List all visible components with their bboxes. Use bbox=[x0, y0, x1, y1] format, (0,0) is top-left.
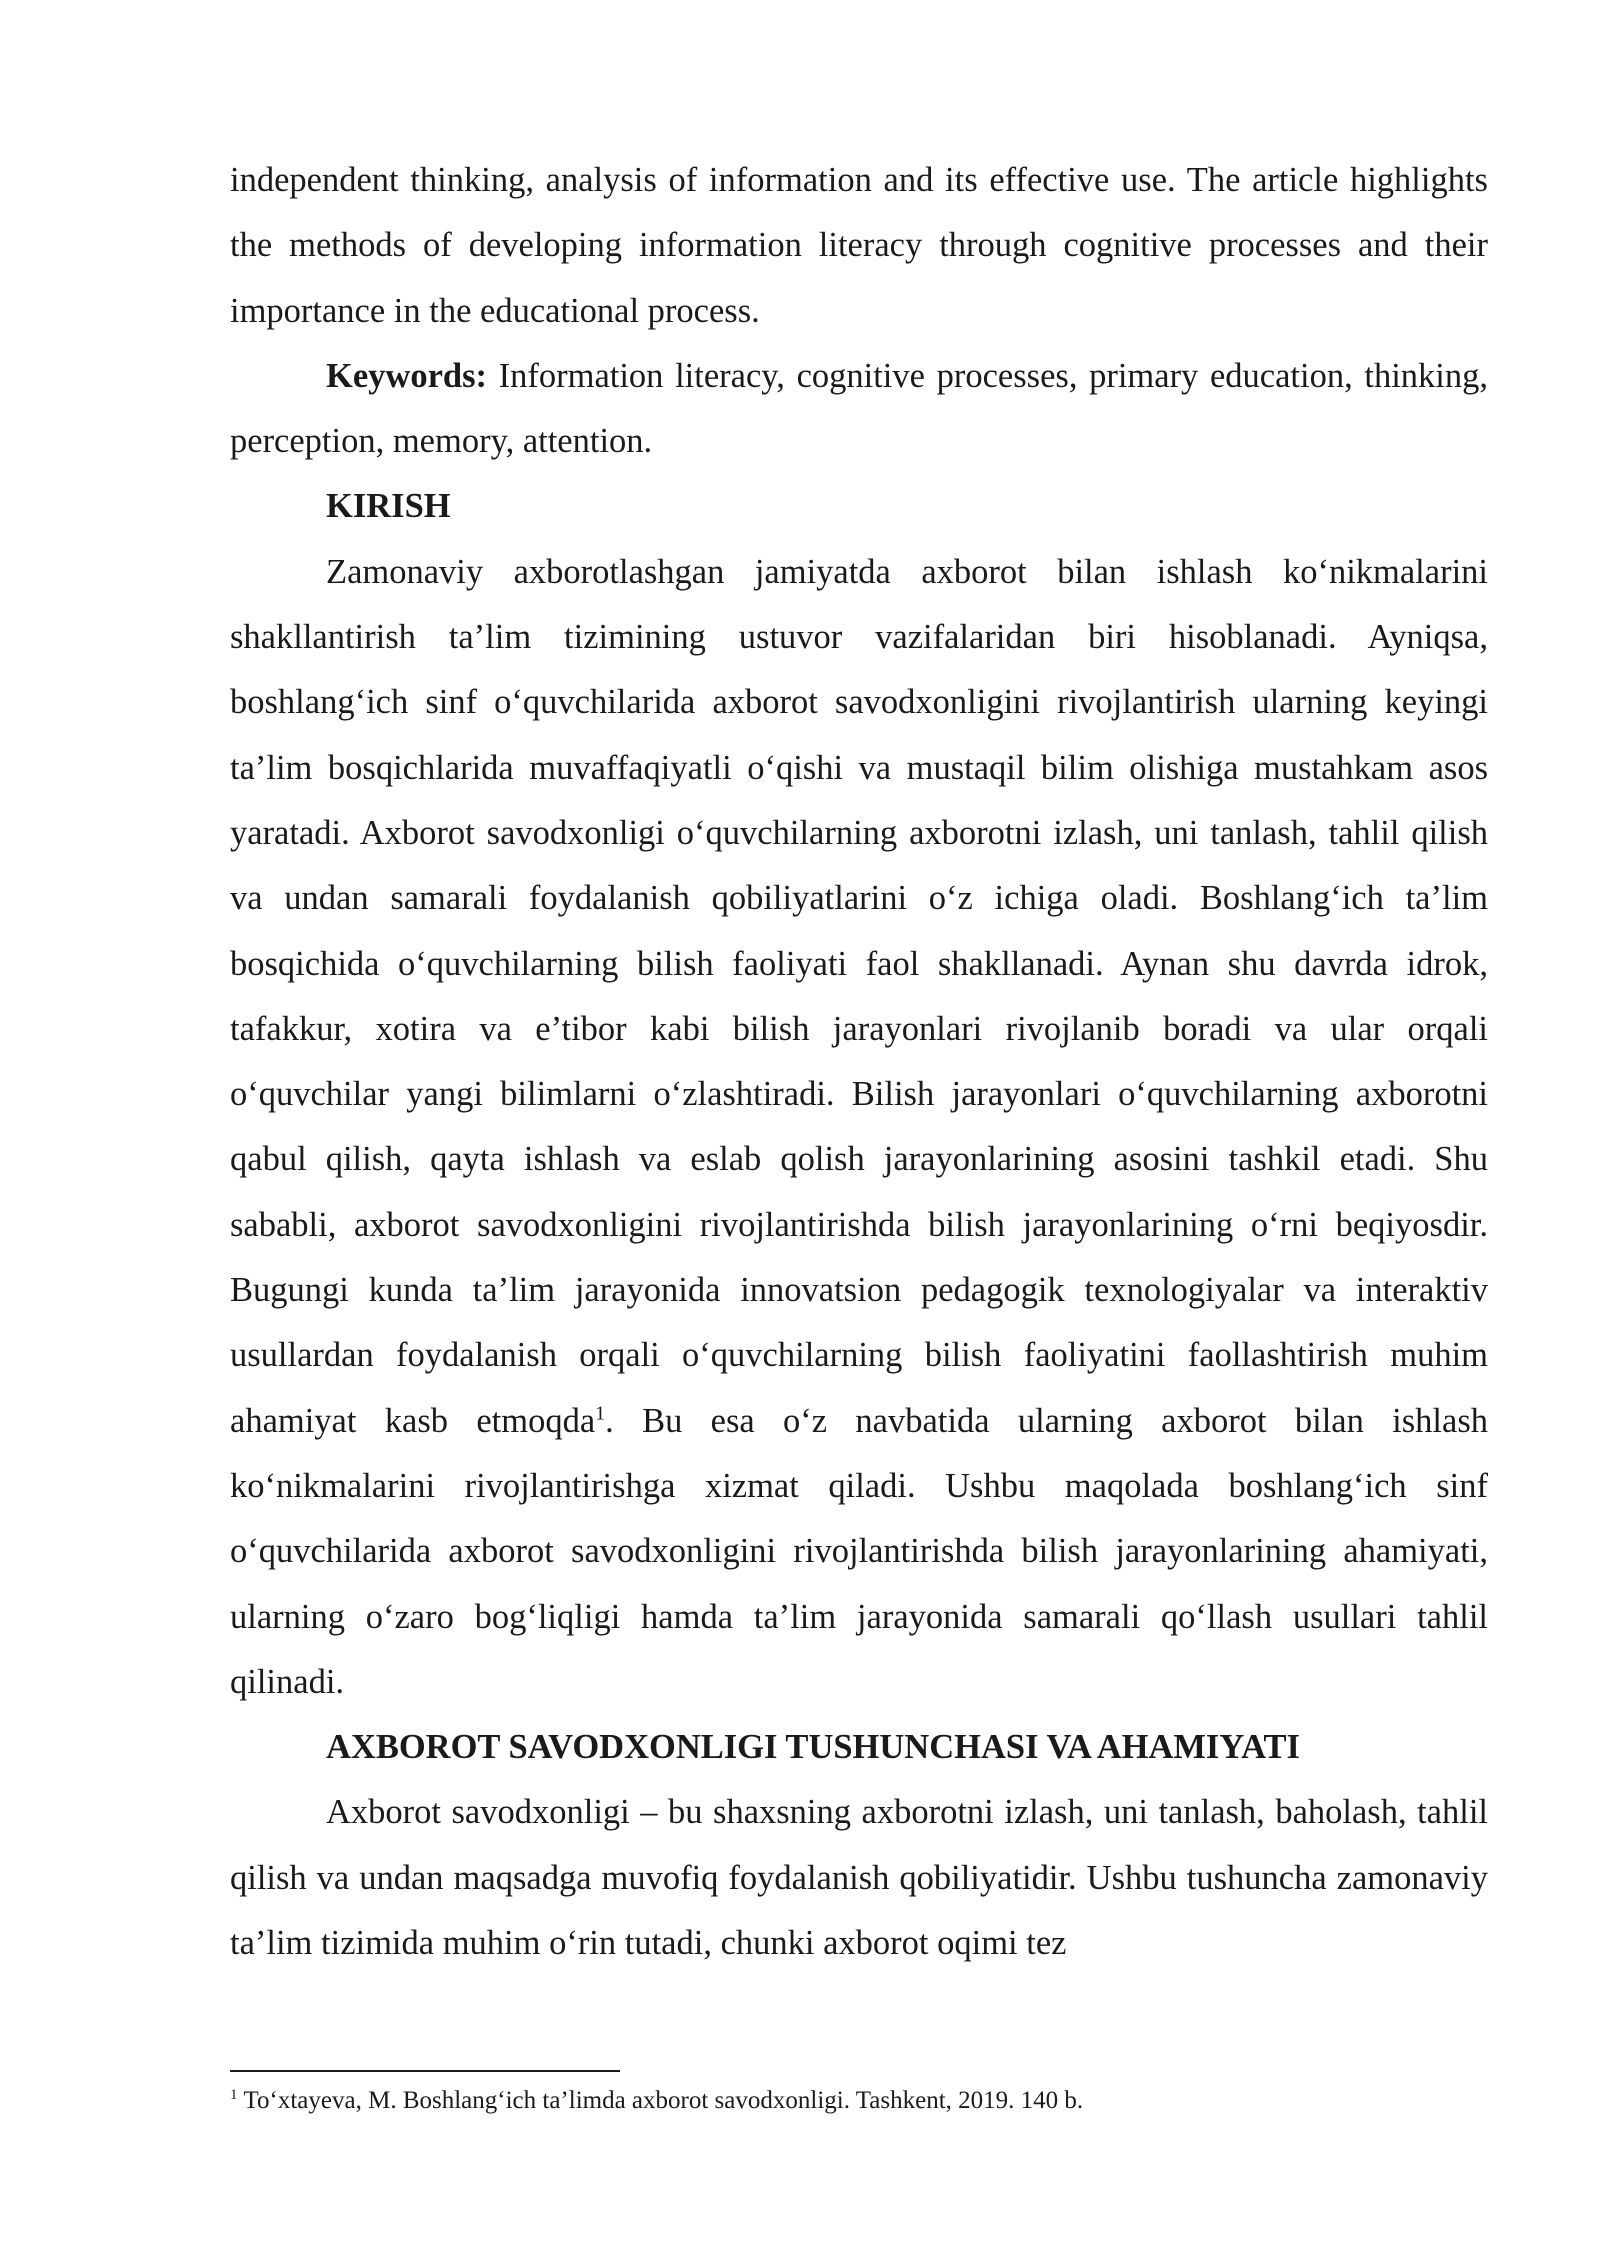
intro-text-part1: Zamonaviy axborotlashgan jamiyatda axborot bilan ishlash ko‘nikmalarini shakllantirish ta’lim tizimining ustuvor vazifalaridan biri hisoblanadi. Ayniqsa, boshlang‘ich sinf o‘quvchilarida axborot savodxonligini rivojlantirish ularning keyingi ta’lim bosqichlarida muvaffaqiyatli o‘qishi va mustaqil bilim olishiga mustahkam asos yaratadi. Axborot savodxonligi o‘quvchilarning axborotni izlash, uni tanlash, tahlil qilish va undan samarali foydalanish qobiliyatlarini o‘z ichiga oladi. Boshlang‘ich ta’lim bosqichida o‘quvchilarning bilish faoliyati faol shakllanadi. Aynan shu davrda idrok, tafakkur, xotira va e’tibor kabi bilish jarayonlari rivojlanib boradi va ular orqali o‘quvchilar yangi bilimlarni o‘zlashtiradi. Bilish jarayonlari o‘quvchilarning axborotni qabul qilish, qayta ishlash va eslab qolish jarayonlarining asosini tashkil etadi. Shu sababli, axborot savodxonligini rivojlantirishda bilish jarayonlarining o‘rni beqiyosdir. Bugungi kunda ta’lim jarayonida innovatsion pedagogik texnologiyalar va interaktiv usullardan foydalanish orqali o‘quvchilarning bilish faoliyatini faollashtirish muhim ahamiyat kasb etmoqda bbox=[230, 552, 1488, 1440]
intro-paragraph bbox=[230, 540, 1488, 1715]
body-text bbox=[230, 148, 1488, 1976]
section-paragraph: Axborot savodxonligi – bu shaxsning axborotni izlash, uni tanlash, baholash, tahlil qilish va undan maqsadga muvofiq foydalanish qobiliyatidir. Ushbu tushuncha zamonaviy ta’lim tizimida muhim o‘rin tutadi, chunki axborot oqimi tez bbox=[230, 1793, 1488, 1963]
intro-text-part2: . Bu esa o‘z navbatida ularning axborot bilan ishlash ko‘nikmalarini rivojlantirishga xizmat qiladi. Ushbu maqolada boshlang‘ich sinf o‘quvchilarida axborot savodxonligini rivojlantirishda bilish jarayonlarining ahamiyati, ularning o‘zaro bog‘liqligi hamda ta’lim jarayonida samarali qo‘llash usullari tahlil qilinadi. bbox=[230, 1401, 1489, 1701]
keywords-paragraph bbox=[230, 344, 1488, 475]
footnote-text: To‘xtayeva, M. Boshlang‘ich ta’limda axborot savodxonligi. Tashkent, 2019. 140 b. bbox=[243, 2087, 1084, 2114]
keywords-label: Keywords: bbox=[326, 356, 487, 395]
footnote bbox=[230, 2083, 1488, 2119]
section-heading-intro: KIRISH bbox=[326, 487, 451, 526]
footnote-number: 1 bbox=[230, 2086, 238, 2103]
section-heading-information-literacy: AXBOROT SAVODXONLIGI TUSHUNCHASI VA AHAMIYATI bbox=[326, 1728, 1300, 1767]
abstract-tail-paragraph: independent thinking, analysis of information and its effective use. The article highlights the methods of developing information literacy through cognitive processes and their importance in the educational process. bbox=[230, 161, 1488, 330]
footnote-separator bbox=[230, 2070, 620, 2072]
keywords-text: Information literacy, cognitive processes, primary education, thinking, perception, memory, attention. bbox=[230, 356, 1488, 461]
footnote-reference[interactable]: 1 bbox=[595, 1402, 606, 1425]
